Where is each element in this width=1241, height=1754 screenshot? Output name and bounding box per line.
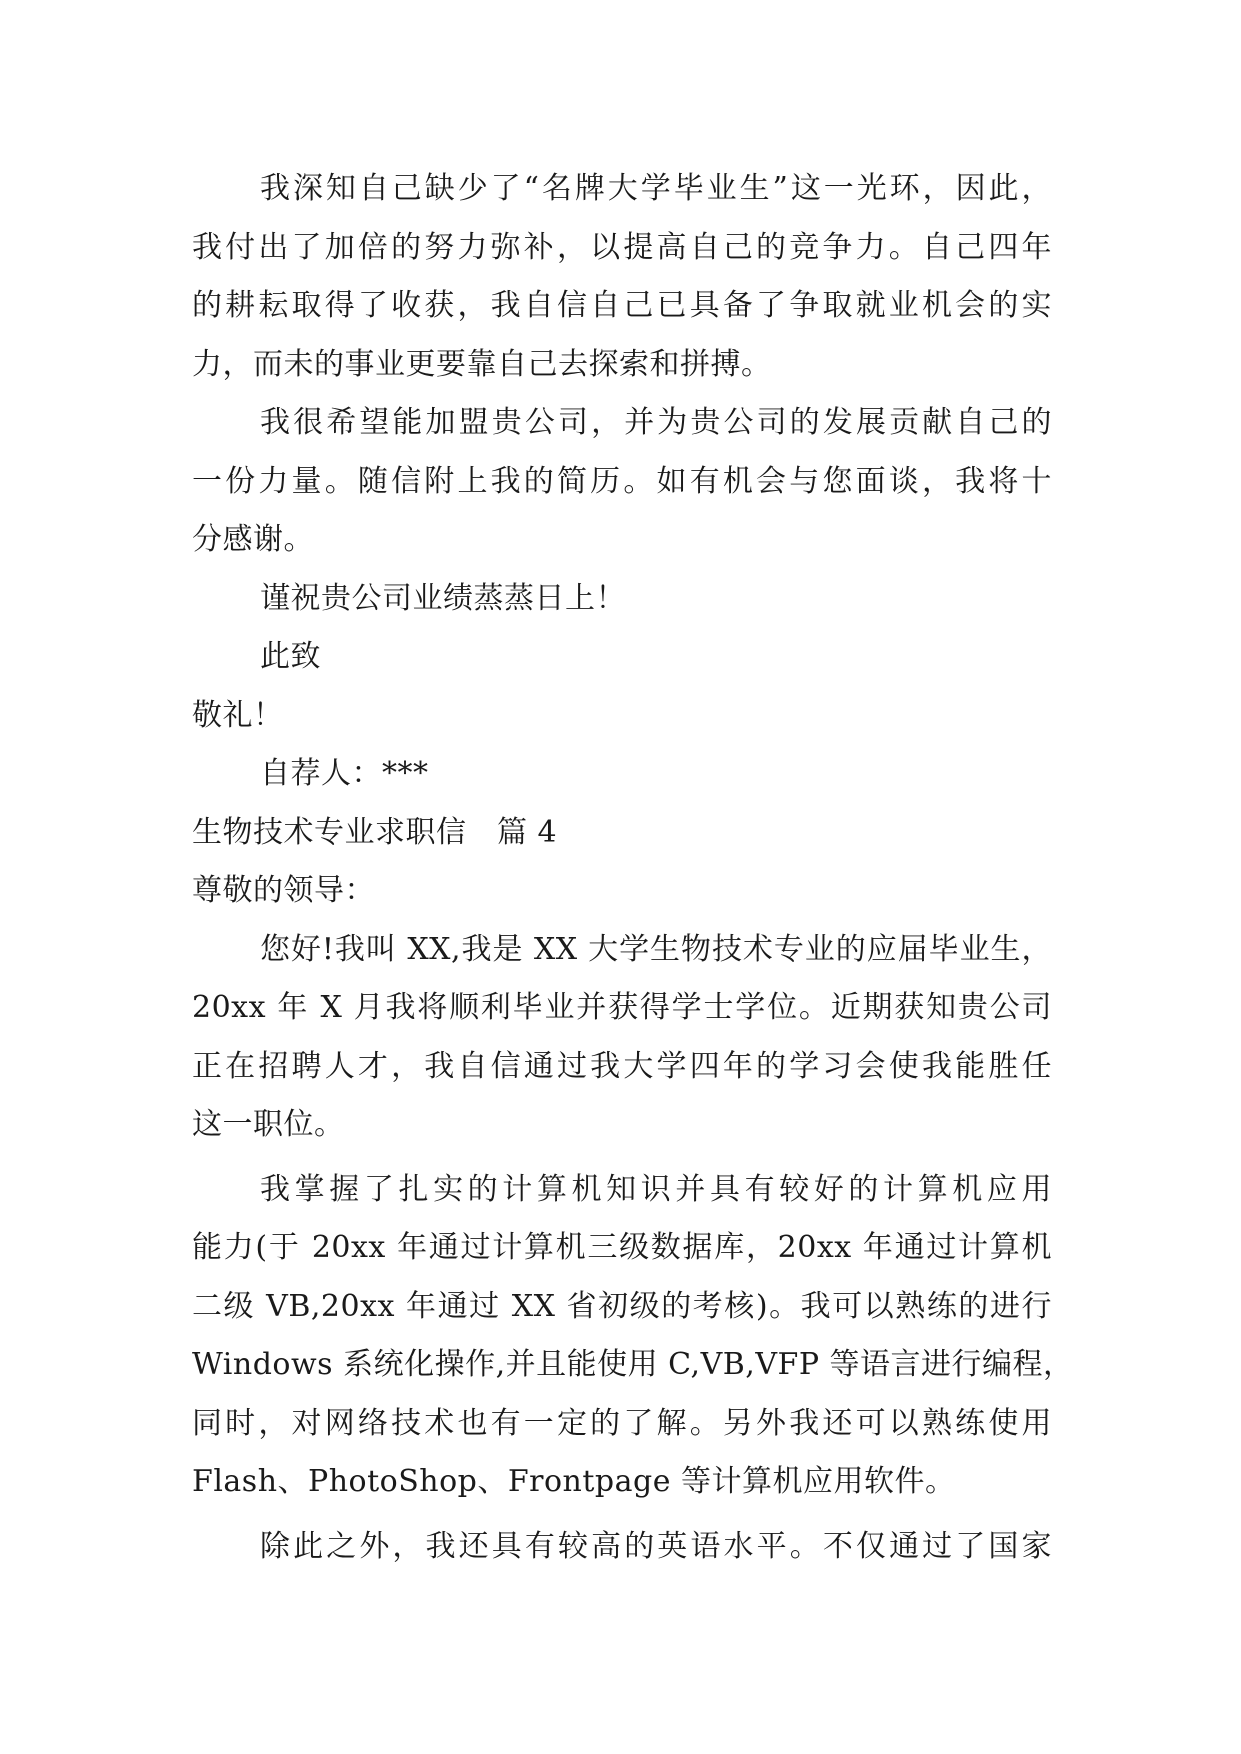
closing-cizhi: 此致	[260, 639, 321, 674]
signature: 自荐人：***	[260, 756, 429, 791]
closing-jingli: 敬礼！	[192, 697, 284, 733]
paragraph-line: 这一职位。	[192, 1107, 345, 1142]
paragraph-line: 我付出了加倍的努力弥补，以提高自己的竞争力。自己四年	[192, 229, 1052, 265]
paragraph-line: 的耕耘取得了收获，我自信自己已具备了争取就业机会的实	[192, 288, 1052, 323]
section-title: 生物技术专业求职信 篇 4	[192, 814, 558, 850]
paragraph-line: 二级 VB,20xx 年通过 XX 省初级的考核)。我可以熟练的进行	[192, 1288, 1052, 1324]
paragraph-line: 我深知自己缺少了“名牌大学毕业生”这一光环，因此，	[260, 171, 1052, 206]
paragraph-line: 我掌握了扎实的计算机知识并具有较好的计算机应用	[260, 1171, 1052, 1207]
paragraph-line: 一份力量。随信附上我的简历。如有机会与您面谈，我将十	[192, 463, 1052, 499]
paragraph-line: Flash、PhotoShop、Frontpage 等计算机应用软件。	[192, 1464, 956, 1499]
paragraph-line: Windows 系统化操作,并且能使用 C,VB,VFP 等语言进行编程，	[192, 1347, 1074, 1382]
paragraph-line: 能力(于 20xx 年通过计算机三级数据库，20xx 年通过计算机	[192, 1230, 1052, 1265]
paragraph-line: 力，而未的事业更要靠自己去探索和拼搏。	[192, 346, 772, 382]
salutation: 尊敬的领导：	[192, 873, 375, 908]
paragraph-line: 我很希望能加盟贵公司，并为贵公司的发展贡献自己的	[260, 405, 1052, 440]
paragraph-line: 您好!我叫 XX,我是 XX 大学生物技术专业的应届毕业生，	[260, 931, 1052, 967]
paragraph-line: 除此之外，我还具有较高的英语水平。不仅通过了国家	[260, 1528, 1052, 1564]
paragraph-line: 分感谢。	[192, 522, 314, 557]
paragraph-line: 正在招聘人才，我自信通过我大学四年的学习会使我能胜任	[192, 1048, 1052, 1084]
closing-wish: 谨祝贵公司业绩蒸蒸日上！	[260, 580, 626, 616]
paragraph-line: 同时，对网络技术也有一定的了解。另外我还可以熟练使用	[192, 1405, 1052, 1441]
paragraph-line: 20xx 年 X 月我将顺利毕业并获得学士学位。近期获知贵公司	[192, 990, 1052, 1025]
document-page	[192, 160, 1074, 1576]
